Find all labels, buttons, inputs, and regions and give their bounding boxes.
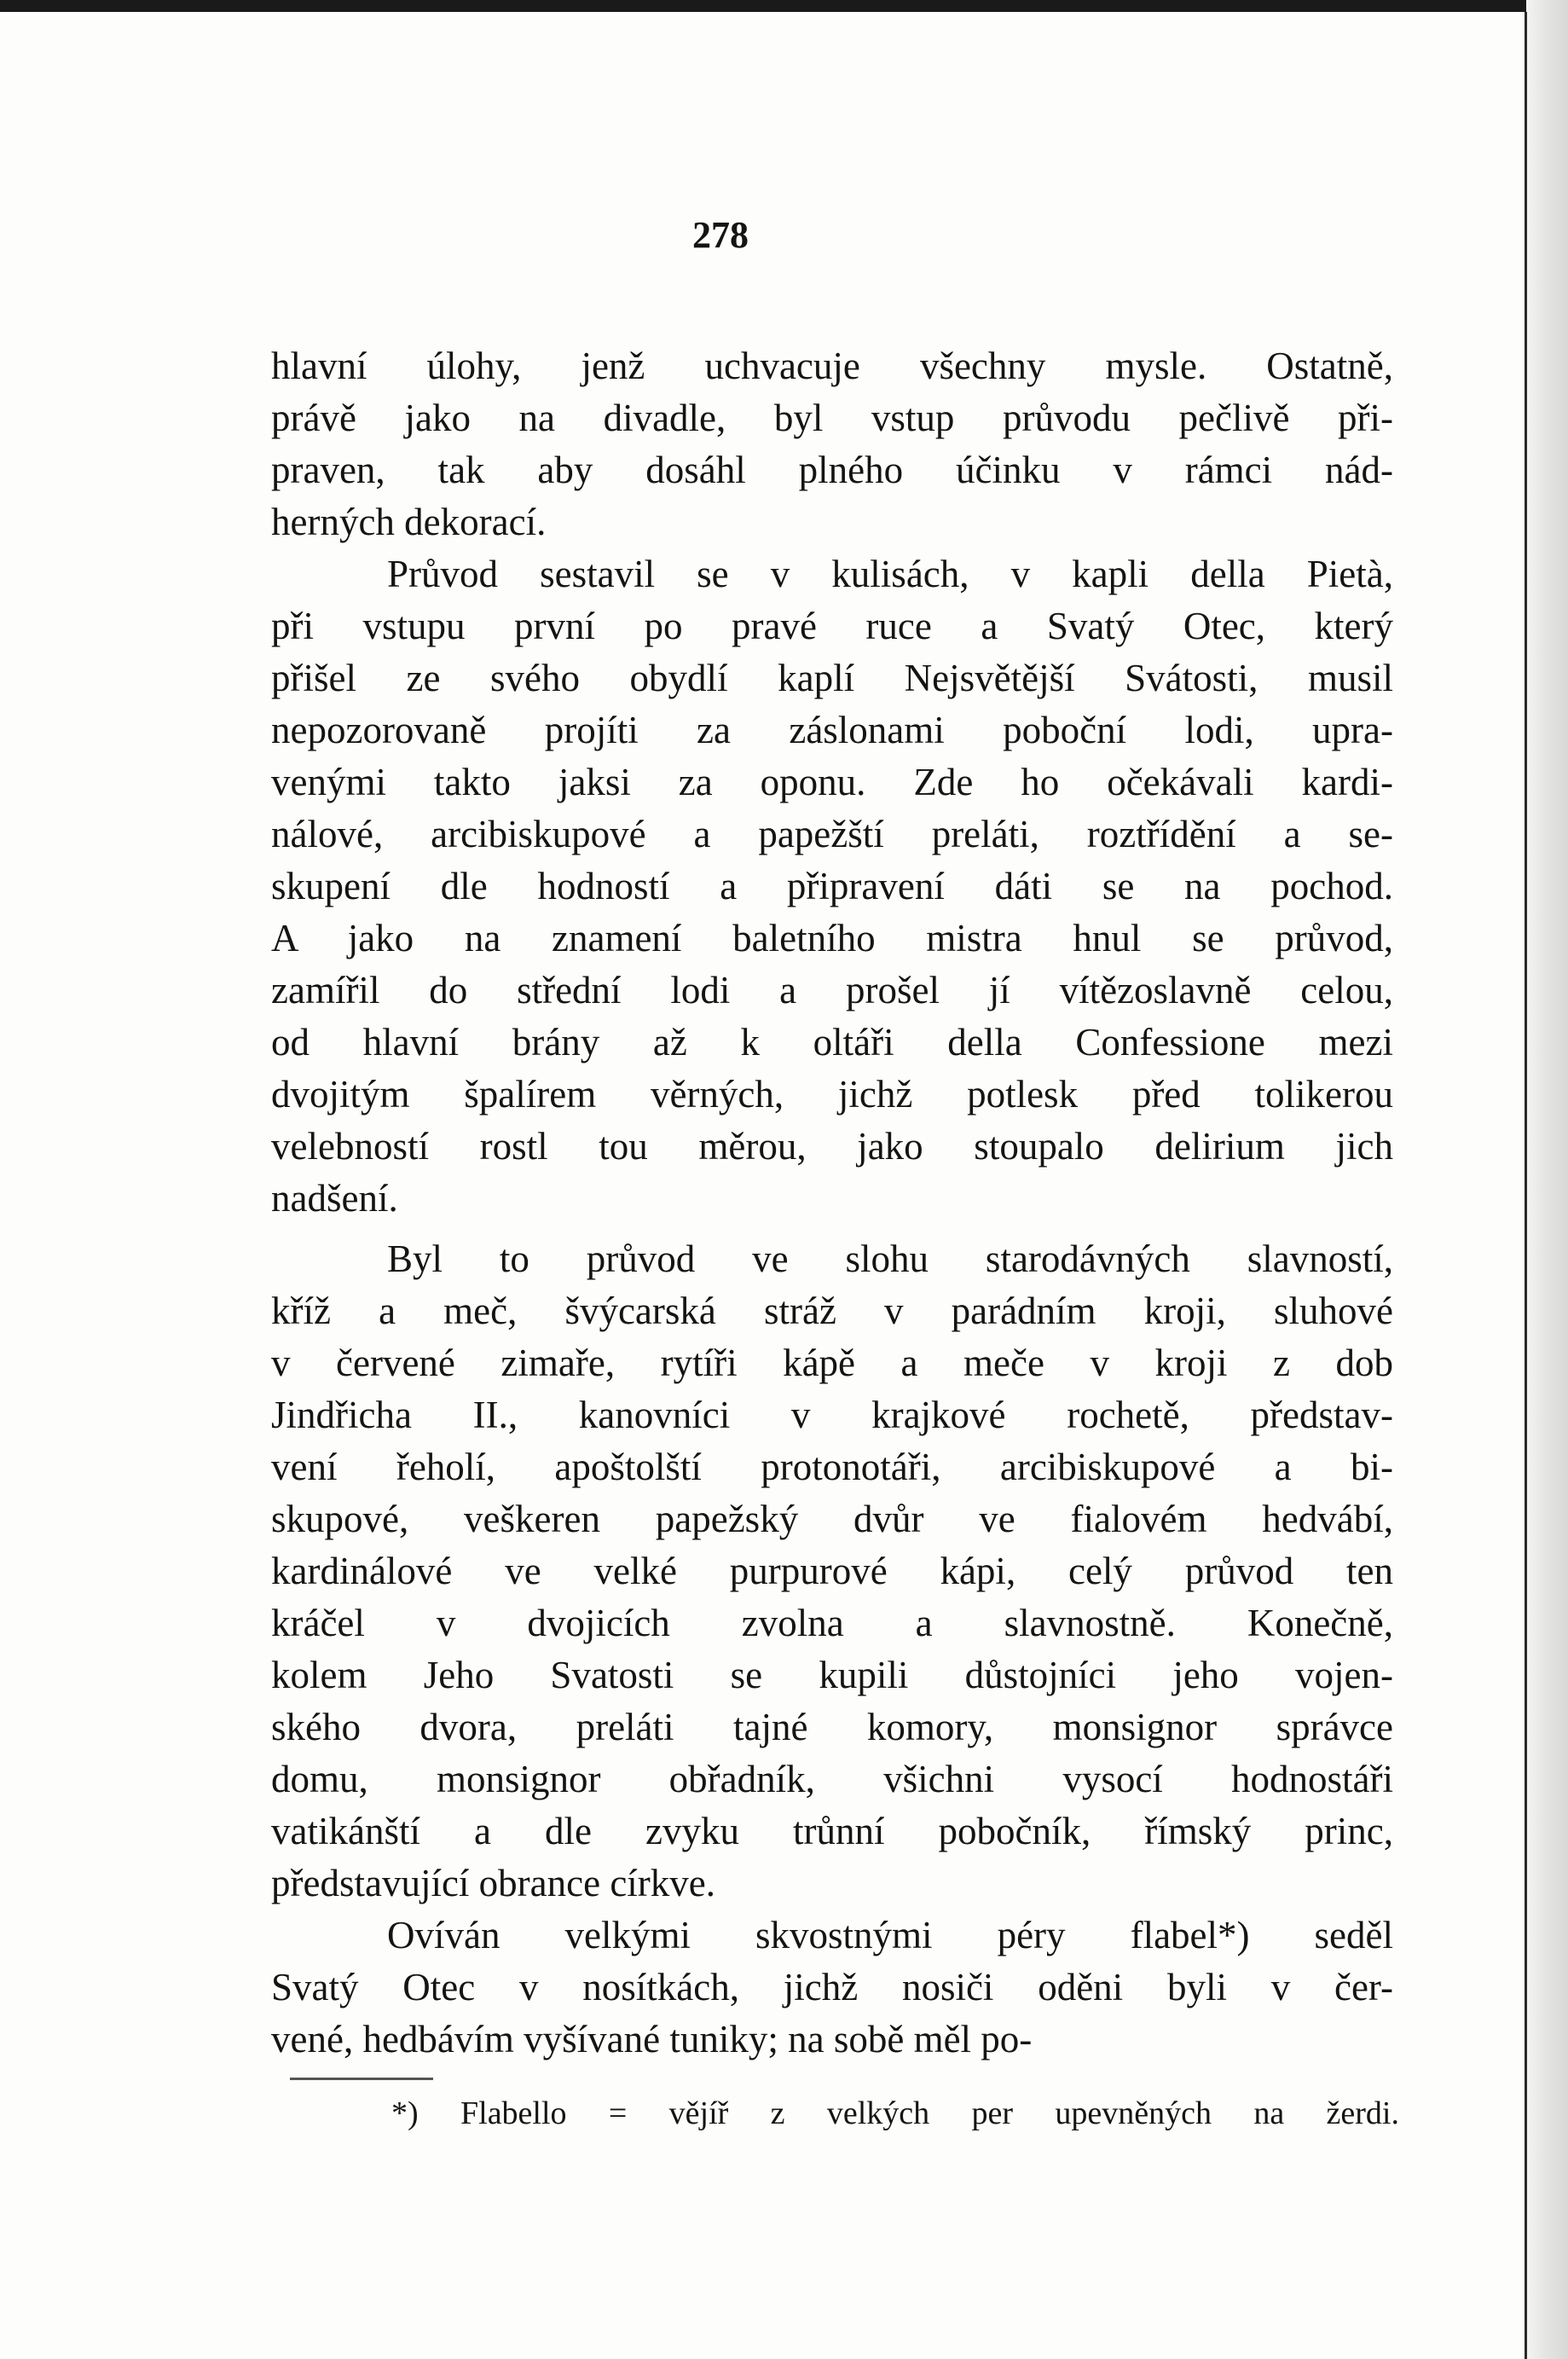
text-line: herných dekorací. <box>271 501 547 543</box>
text-line: právě jako na divadle, byl vstup průvodu pečlivě při- <box>271 397 1393 439</box>
text-line: kráčel v dvojicích zvolna a slavnostně. Konečně, <box>271 1602 1393 1644</box>
text-line: představující obrance církve. <box>271 1862 716 1904</box>
text-line: od hlavní brány až k oltáři della Confessione mezi <box>271 1021 1393 1064</box>
text-line: Jindřicha II., kanovníci v krajkové rochetě, představ- <box>271 1394 1393 1436</box>
text-line: kříž a meč, švýcarská stráž v parádním kroji, sluhové <box>271 1290 1393 1332</box>
text-line: ského dvora, preláti tajné komory, monsignor správce <box>271 1706 1393 1748</box>
text-line: velebností rostl tou měrou, jako stoupalo delirium jich <box>271 1125 1393 1168</box>
paragraph <box>271 1910 1393 2066</box>
text-line: venými takto jaksi za oponu. Zde ho očekávali kardi- <box>271 761 1393 803</box>
text-line: kardinálové ve velké purpurové kápi, celý průvod ten <box>271 1550 1393 1592</box>
text-line: Byl to průvod ve slohu starodávných slavností, <box>387 1237 1393 1280</box>
text-line: při vstupu první po pravé ruce a Svatý Otec, který <box>271 605 1393 647</box>
text-line: v červené zimaře, rytíři kápě a meče v kroji z dob <box>271 1342 1393 1384</box>
body-text <box>271 340 1393 2066</box>
text-line: přišel ze svého obydlí kaplí Nejsvětější Svátosti, musil <box>271 657 1393 699</box>
text-line: nadšení. <box>271 1177 398 1220</box>
text-line: skupení dle hodností a připravení dáti se na pochod. <box>271 865 1393 907</box>
text-line: nepozorovaně projíti za záslonami poboční lodi, upra- <box>271 709 1393 751</box>
text-line: hlavní úlohy, jenž uchvacuje všechny mysle. Ostatně, <box>271 345 1393 387</box>
book-gutter-line <box>1525 12 1527 2359</box>
footnote-divider <box>290 2078 433 2080</box>
text-line: praven, tak aby dosáhl plného účinku v rámci nád- <box>271 449 1393 491</box>
text-line: vení řeholí, apoštolští protonotáři, arcibiskupové a bi- <box>271 1446 1393 1488</box>
text-line: nálové, arcibiskupové a papežští preláti, roztřídění a se- <box>271 813 1393 855</box>
text-line: domu, monsignor obřadník, všichni vysocí hodnostáři <box>271 1758 1393 1800</box>
text-line: vené, hedbávím vyšívané tuniky; na sobě měl po- <box>271 2018 1033 2061</box>
scan-edge-right <box>1526 0 1568 2359</box>
text-line: Ovíván velkými skvostnými péry flabel*) seděl <box>387 1914 1393 1956</box>
text-line: Svatý Otec v nosítkách, jichž nosiči oděni byli v čer- <box>271 1966 1393 2008</box>
paragraph <box>271 1233 1393 1910</box>
text-line: vatikánští a dle zvyku trůnní pobočník, římský princ, <box>271 1810 1393 1852</box>
text-line: kolem Jeho Svatosti se kupili důstojníci jeho vojen- <box>271 1654 1393 1696</box>
scan-edge-top <box>0 0 1568 12</box>
text-line: dvojitým špalírem věrných, jichž potlesk před tolikerou <box>271 1073 1393 1116</box>
text-line: Průvod sestavil se v kulisách, v kapli della Pietà, <box>387 553 1393 595</box>
text-line: skupové, veškeren papežský dvůr ve fialovém hedvábí, <box>271 1498 1393 1540</box>
text-line: A jako na znamení baletního mistra hnul se průvod, <box>271 917 1393 959</box>
footnote: *) Flabello = vějíř z velkých per upevněných na žerdi. <box>391 2095 1399 2131</box>
paragraph <box>271 548 1393 1225</box>
text-line: zamířil do střední lodi a prošel jí vítězoslavně celou, <box>271 969 1393 1011</box>
page-number: 278 <box>692 214 749 256</box>
paragraph <box>271 340 1393 548</box>
